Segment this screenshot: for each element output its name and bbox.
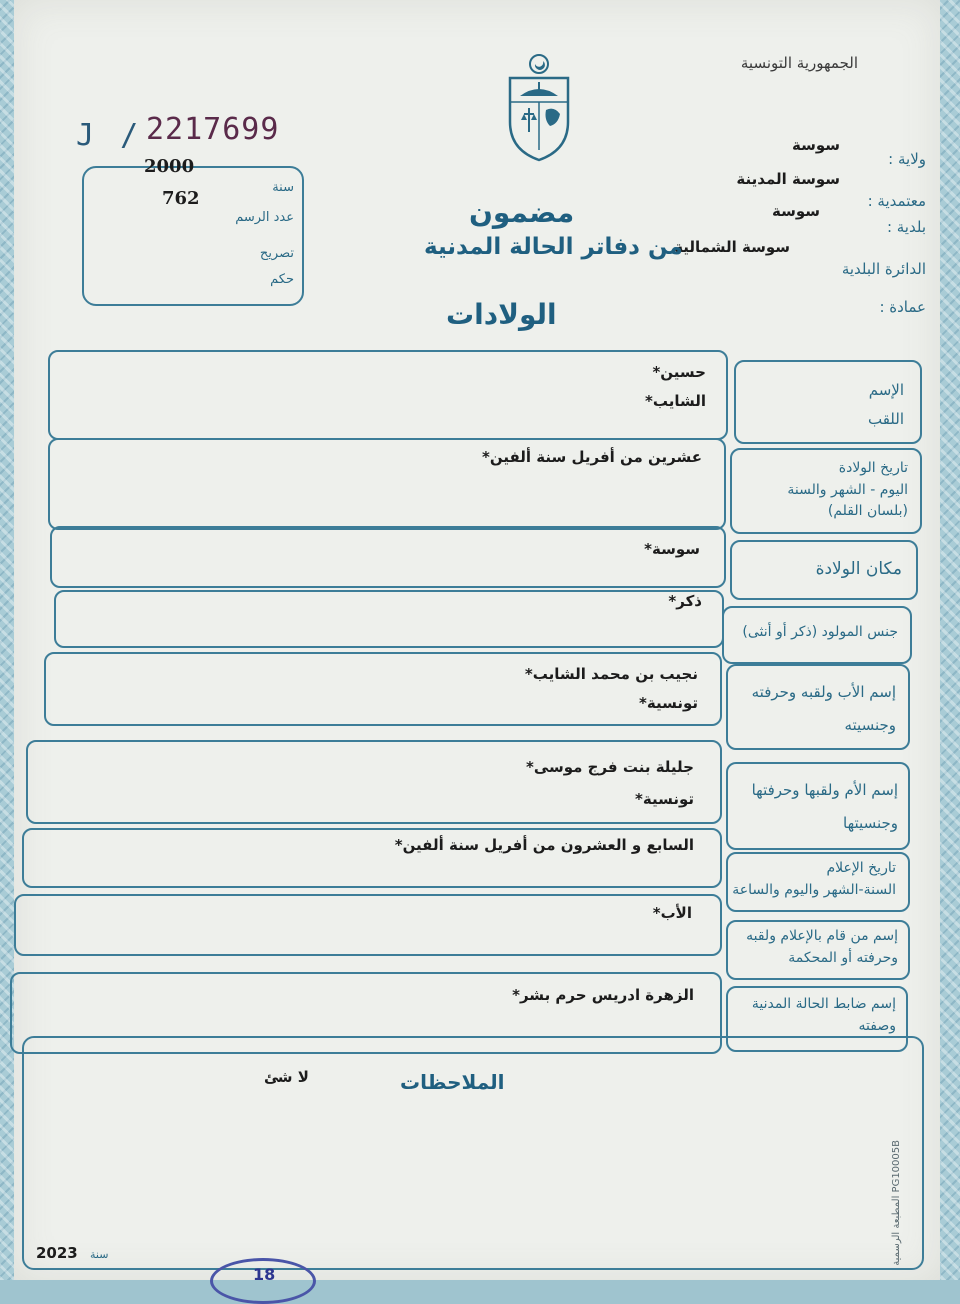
delegation-value: سوسة المدينة [736,170,840,188]
birth-place-label-box [730,540,918,600]
governorate-value: سوسة [791,136,840,154]
footer-year-value: 2023 [36,1244,78,1262]
registration-year-value: 2000 [144,156,195,177]
birth-date-label-box [730,448,922,534]
sex-label: جنس المولود (ذكر أو أنثى) [742,624,898,640]
notes-label: الملاحظات [400,1070,505,1094]
document-title-registers: من دفاتر الحالة المدنية [424,234,683,260]
sex-label-box [722,606,912,664]
birth-place-value-box [50,526,726,588]
registration-number-label: عدد الرسم [235,210,294,225]
mother-label-box [726,762,910,850]
mother-value-box [26,740,722,824]
notes-box [22,1036,924,1270]
declaration-label: تصريح [259,246,294,261]
declaration-date-label: تاريخ الإعلام السنة-الشهر واليوم والساعة [732,860,896,898]
father-label-box [726,664,910,750]
governorate-label: ولاية : [888,150,926,168]
birth-place-value: سوسة* [644,540,700,558]
father-value: نجيب بن محمد الشايب* تونسية* [524,665,698,712]
father-value-box [44,652,722,726]
birth-date-value-box [48,438,726,530]
birth-certificate-document [14,0,940,1284]
birth-date-value: عشرين من أفريل سنة ألفين* [482,448,702,466]
tunisia-coat-of-arms-icon [504,52,574,164]
sex-value: ذكر* [668,592,702,610]
declaration-date-value-box [22,828,722,888]
municipality-value: سوسة [771,202,820,220]
notes-value: لا شئ [264,1068,309,1086]
declaration-date-label-box [726,852,910,912]
birth-place-label: مكان الولادة [815,559,902,579]
birth-date-label: تاريخ الولادة اليوم - الشهر والسنة (بلسان القلم) [787,460,908,520]
name-label: الإسم اللقب [867,381,904,428]
name-value: حسين* الشايب* [644,363,706,410]
father-label: إسم الأب ولقبه وحرفته وجنسيته [751,683,896,734]
officer-value: الزهرة ادريس حرم بشر* [512,986,694,1004]
registration-number-value: 762 [162,188,200,209]
district-label: الدائرة البلدية [841,260,926,278]
declarant-value-box [14,894,722,956]
name-value-box [48,350,728,440]
document-title-births: الولادات [446,298,557,331]
sex-value-box [54,590,724,648]
printer-mark: المطبعة الرسمية PG10005B [891,1140,902,1266]
official-stamp [210,1258,316,1304]
declarant-label-box [726,920,910,980]
declaration-date-value: السابع و العشرون من أفريل سنة ألفين* [394,836,694,854]
ruling-label: حكم [270,272,294,287]
declarant-label: إسم من قام بالإعلام ولقبه وحرفته أو المحكمة [746,928,898,966]
stamp-text: 18 [253,1265,276,1284]
declarant-value: الأب* [652,904,692,922]
registration-box [82,156,304,306]
delegation-label: معتمدية : [867,192,926,210]
document-title-extract: مضمون [469,196,575,229]
mother-label: إسم الأم ولقبها وحرفتها وجنسيتها [751,781,898,832]
district-value: سوسة الشمالية [674,238,790,256]
registration-year-label: سنة [272,180,294,195]
serial-number: 2217699 [146,112,280,147]
name-label-box [734,360,922,444]
footer-year-label: سنة [90,1248,109,1261]
mother-value: جليلة بنت فرج موسى* تونسية* [525,758,694,808]
officer-label: إسم ضابط الحالة المدنية وصفته [751,996,896,1034]
omda-label: عمادة : [879,298,926,316]
serial-prefix: J / [76,118,143,153]
municipality-label: بلدية : [886,218,926,236]
republic-header: الجمهورية التونسية [740,54,858,72]
